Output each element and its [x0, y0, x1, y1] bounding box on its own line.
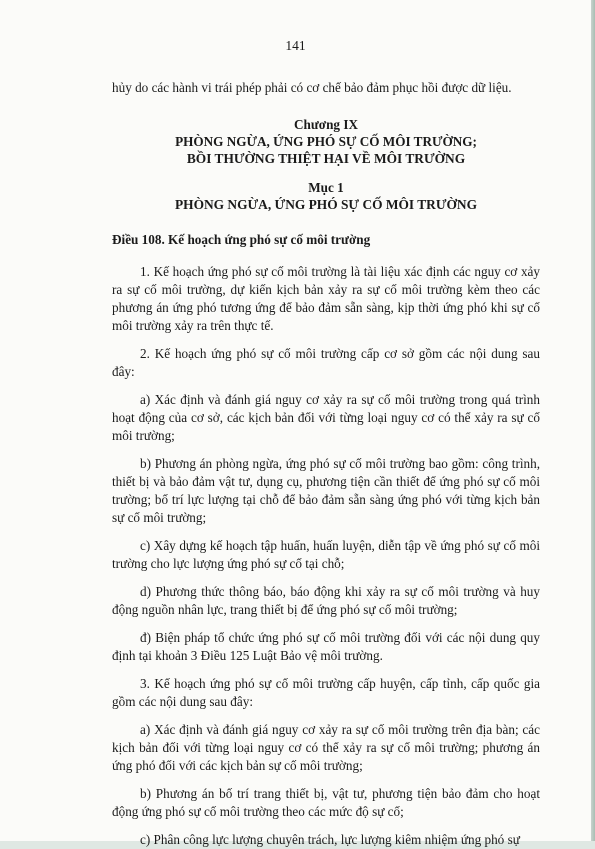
- paragraph-3: 3. Kế hoạch ứng phó sự cố môi trường cấp huyện, cấp tỉnh, cấp quốc gia gồm các nội dung sau đây:: [112, 676, 540, 709]
- article-title: Điều 108. Kế hoạch ứng phó sự cố môi trường: [112, 232, 371, 247]
- paragraph-2c: c) Xây dựng kế hoạch tập huấn, huấn luyện, diễn tập về ứng phó sự cố môi trường cho lực lượng ứng phó sự cố tại chỗ;: [112, 538, 540, 571]
- page-number: 141: [285, 38, 306, 53]
- paragraph-2b: b) Phương án phòng ngừa, ứng phó sự cố môi trường bao gồm: công trình, thiết bị và bảo đảm vật tư, dụng cụ, phương tiện cần thiết để ứng phó sự cố môi trường; bố trí lực lượng tại chỗ để bảo đảm sẵn sàng ứng phó với từng kịch bản sự cố môi trường;: [112, 456, 540, 525]
- paragraph-3b: b) Phương án bố trí trang thiết bị, vật tư, phương tiện bảo đảm cho hoạt động ứng phó sự cố môi trường theo các mức độ sự cố;: [112, 786, 540, 819]
- chapter-title-line-1: PHÒNG NGỪA, ỨNG PHÓ SỰ CỐ MÔI TRƯỜNG;: [175, 134, 477, 149]
- paragraph-2a: a) Xác định và đánh giá nguy cơ xảy ra sự cố môi trường trong quá trình hoạt động của cơ sở, các kịch bản đối với từng loại nguy cơ có thể xảy ra sự cố môi trường;: [112, 392, 540, 443]
- chapter-title-line-2: BỒI THƯỜNG THIỆT HẠI VỀ MÔI TRƯỜNG: [186, 151, 466, 166]
- paragraph-3c: c) Phân công lực lượng chuyên trách, lực lượng kiêm nhiệm ứng phó sự: [140, 832, 520, 847]
- page-edge: [591, 0, 595, 841]
- paragraph-3a: a) Xác định và đánh giá nguy cơ xảy ra sự cố môi trường trên địa bàn; các kịch bản đối với từng loại nguy cơ có thể xảy ra sự cố môi trường; phương án ứng phó đối với các kịch bản sự cố môi trường;: [112, 722, 540, 773]
- document-body: [112, 79, 540, 849]
- paragraph-1: 1. Kế hoạch ứng phó sự cố môi trường là tài liệu xác định các nguy cơ xảy ra sự cố môi trường, dự kiến kịch bản xảy ra sự cố môi trường kèm theo các phương án ứng phó tương ứng để bảo đảm sẵn sàng, kịp thời ứng phó khi sự cố môi trường xảy ra trên thực tế.: [112, 264, 540, 333]
- paragraph-2: 2. Kế hoạch ứng phó sự cố môi trường cấp cơ sở gồm các nội dung sau đây:: [112, 346, 540, 379]
- section-label: Mục 1: [308, 180, 344, 195]
- paragraph-2dd: đ) Biện pháp tổ chức ứng phó sự cố môi trường đối với các nội dung quy định tại khoản 3 Điều 125 Luật Bảo vệ môi trường.: [112, 630, 540, 663]
- intro-text: hủy do các hành vi trái phép phải có cơ chế bảo đảm phục hồi được dữ liệu.: [112, 80, 512, 95]
- chapter-label: Chương IX: [294, 117, 358, 132]
- paragraph-2d: d) Phương thức thông báo, báo động khi xảy ra sự cố môi trường và huy động nguồn nhân lực, trang thiết bị để ứng phó sự cố môi trường;: [112, 584, 540, 617]
- section-title: PHÒNG NGỪA, ỨNG PHÓ SỰ CỐ MÔI TRƯỜNG: [174, 197, 478, 212]
